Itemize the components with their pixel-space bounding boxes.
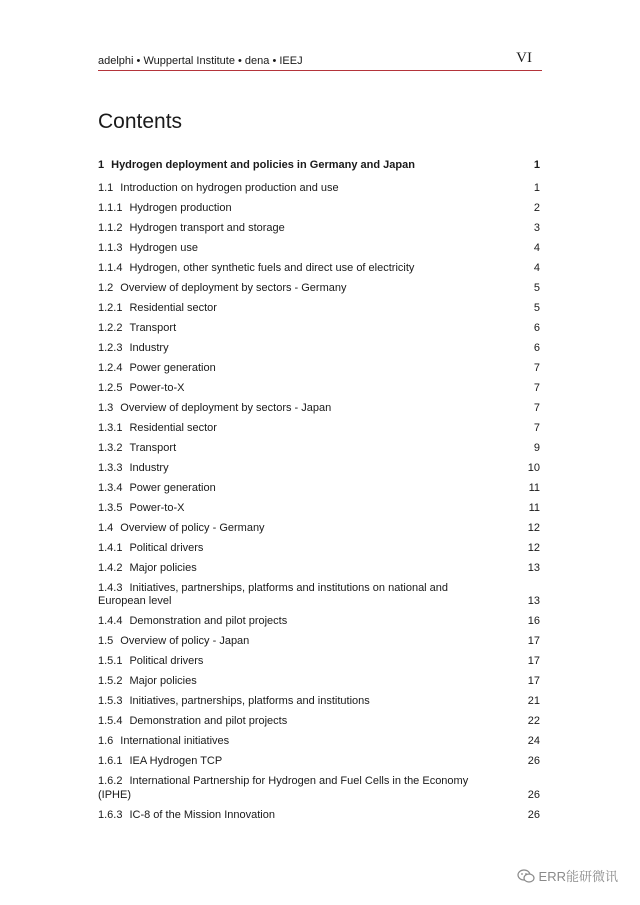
toc-entry-page: 3 <box>533 221 540 234</box>
toc-entry-number: 1.2.2 <box>98 321 123 334</box>
toc-entry-number: 1.2.4 <box>98 361 123 374</box>
toc-entry-text: Hydrogen production <box>129 201 232 214</box>
toc-entry-page: 6 <box>533 341 540 354</box>
toc-entry-number: 1.4.3 <box>98 581 123 594</box>
toc-entry-number: 1.3.3 <box>98 461 123 474</box>
toc-entry-label <box>98 242 542 256</box>
toc-entry-page: 7 <box>533 401 540 414</box>
toc-entry-label <box>98 755 542 769</box>
toc-entry-text: Initiatives, partnerships, platforms and institutions <box>129 695 370 707</box>
toc-entry-text: Political drivers <box>129 655 204 667</box>
toc-entry-label <box>98 542 542 556</box>
toc-entry-text: Political drivers <box>129 541 204 554</box>
toc-entry-text: Demonstration and pilot projects <box>129 715 288 727</box>
toc-entry-page: 5 <box>533 281 540 294</box>
toc-entry-page: 9 <box>533 441 540 454</box>
toc-entry[interactable] <box>98 502 542 516</box>
toc-entry[interactable] <box>98 282 542 296</box>
toc-entry-label <box>98 635 542 649</box>
toc-entry-page: 11 <box>528 481 540 494</box>
toc-entry[interactable] <box>98 482 542 496</box>
toc-entry-number: 1.2.3 <box>98 341 123 354</box>
toc-entry-text: Hydrogen use <box>129 241 198 254</box>
toc-entry[interactable] <box>98 182 542 196</box>
toc-entry-number: 1.1 <box>98 181 114 194</box>
toc-entry-label <box>98 302 542 316</box>
toc-entry-label <box>98 442 542 456</box>
toc-entry-label <box>98 675 542 689</box>
toc-entry-page: 17 <box>527 655 540 667</box>
toc-entry-label <box>98 735 542 749</box>
toc-entry-text: Overview of deployment by sectors - Germany <box>120 281 347 294</box>
toc-entry[interactable] <box>98 422 542 436</box>
toc-entry-label <box>98 222 542 236</box>
toc-entry[interactable] <box>98 442 542 456</box>
toc-entry-text: Power-to-X <box>129 501 185 514</box>
toc-entry-text: Residential sector <box>129 421 217 434</box>
toc-entry-label <box>98 362 542 376</box>
toc-entry-page: 21 <box>527 695 540 707</box>
toc-entry-page: 7 <box>533 421 540 434</box>
toc-entry[interactable] <box>98 462 542 476</box>
toc-entry[interactable] <box>98 322 542 336</box>
toc-entry-page: 5 <box>533 301 540 314</box>
toc-entry-page: 2 <box>533 201 540 214</box>
toc-entry[interactable] <box>98 562 542 576</box>
toc-entry[interactable] <box>98 542 542 556</box>
toc-entry-label <box>98 262 542 276</box>
toc-entry[interactable] <box>98 635 542 649</box>
toc-entry-page: 7 <box>533 361 540 374</box>
toc-entry[interactable] <box>98 202 542 216</box>
toc-entry-text: Industry <box>129 461 169 474</box>
toc-entry[interactable] <box>98 382 542 396</box>
toc-entry-label <box>98 182 542 196</box>
toc-entry-page: 4 <box>533 241 540 254</box>
toc-entry-text: International Partnership for Hydrogen and Fuel Cells in the Economy (IPHE) <box>98 775 469 801</box>
toc-entry-number: 1.6 <box>98 735 114 747</box>
toc-entry-page: 1 <box>533 159 540 171</box>
toc-entry-page: 24 <box>527 735 540 747</box>
toc-entry-number: 1.5.3 <box>98 695 123 707</box>
toc-entry-label <box>98 282 542 296</box>
toc-entry-page: 16 <box>527 615 540 627</box>
toc-entry-number: 1.6.1 <box>98 755 123 767</box>
toc-entry-text: Initiatives, partnerships, platforms and institutions on national and European level <box>98 581 449 607</box>
toc-entry-label <box>98 462 542 476</box>
toc-entry-page: 6 <box>533 321 540 334</box>
toc-entry-text: IC-8 of the Mission Innovation <box>129 808 275 821</box>
toc-entry-page: 12 <box>527 521 540 534</box>
toc-entry-label <box>98 809 542 823</box>
toc-entry-number: 1.1.1 <box>98 201 123 214</box>
table-of-contents <box>98 159 542 829</box>
toc-entry-label <box>98 382 542 396</box>
toc-entry[interactable] <box>98 755 542 769</box>
toc-entry[interactable] <box>98 342 542 356</box>
toc-entry-page: 13 <box>527 595 540 607</box>
toc-entry-text: Introduction on hydrogen production and use <box>120 181 339 194</box>
toc-entry-label <box>98 402 542 416</box>
toc-entry[interactable] <box>98 582 542 609</box>
toc-entry-label <box>98 775 542 802</box>
toc-entry-text: Major policies <box>129 675 197 687</box>
toc-entry-text: Overview of policy - Germany <box>120 521 265 534</box>
toc-entry-number: 1.5 <box>98 635 114 647</box>
toc-entry[interactable] <box>98 242 542 256</box>
toc-entry-text: Major policies <box>129 561 197 574</box>
toc-entry[interactable] <box>98 715 542 729</box>
toc-entry-text: International initiatives <box>120 735 230 747</box>
toc-entry-label <box>98 615 542 629</box>
watermark <box>517 866 618 885</box>
toc-entry-text: Overview of policy - Japan <box>120 635 250 647</box>
toc-entry-number: 1.2.5 <box>98 381 123 394</box>
page-number: VI <box>516 50 532 66</box>
toc-entry-number: 1.1.2 <box>98 221 123 234</box>
toc-entry-number: 1.2.1 <box>98 301 123 314</box>
toc-entry[interactable] <box>98 402 542 416</box>
toc-entry-number: 1 <box>98 159 105 171</box>
toc-entry-page: 12 <box>527 541 540 554</box>
toc-entry-text: IEA Hydrogen TCP <box>129 755 223 767</box>
toc-entry[interactable] <box>98 695 542 709</box>
toc-entry-number: 1.3.1 <box>98 421 123 434</box>
toc-entry-number: 1.3 <box>98 401 114 414</box>
toc-entry-page: 17 <box>527 635 540 647</box>
toc-entry-number: 1.5.2 <box>98 675 123 687</box>
toc-entry-number: 1.4 <box>98 521 114 534</box>
toc-entry-label <box>98 159 542 173</box>
toc-entry-number: 1.6.2 <box>98 775 123 787</box>
toc-entry-text: Hydrogen transport and storage <box>129 221 285 234</box>
toc-entry-label <box>98 422 542 436</box>
toc-entry-number: 1.3.4 <box>98 481 123 494</box>
toc-entry-page: 26 <box>527 755 540 767</box>
toc-entry[interactable] <box>98 262 542 276</box>
toc-entry-page: 4 <box>533 261 540 274</box>
page-title: Contents <box>98 110 183 133</box>
toc-entry-label <box>98 502 542 516</box>
toc-entry-number: 1.4.4 <box>98 615 123 627</box>
toc-entry-label <box>98 522 542 536</box>
toc-entry-number: 1.5.4 <box>98 715 123 727</box>
toc-entry-page: 10 <box>527 461 540 474</box>
toc-entry-number: 1.1.3 <box>98 241 123 254</box>
toc-entry-label <box>98 342 542 356</box>
toc-entry-page: 1 <box>533 181 540 194</box>
toc-entry[interactable] <box>98 735 542 749</box>
toc-entry[interactable] <box>98 615 542 629</box>
toc-entry-number: 1.6.3 <box>98 808 123 821</box>
toc-entry-page: 13 <box>527 561 540 574</box>
toc-entry[interactable] <box>98 675 542 689</box>
toc-entry-text: Hydrogen, other synthetic fuels and direct use of electricity <box>129 261 415 274</box>
toc-entry-number: 1.4.2 <box>98 561 123 574</box>
toc-entry[interactable] <box>98 809 542 823</box>
toc-entry-number: 1.5.1 <box>98 655 123 667</box>
toc-entry-text: Power generation <box>129 481 216 494</box>
header-text: adelphi • Wuppertal Institute • dena • IEEJ <box>98 55 303 67</box>
toc-entry-text: Industry <box>129 341 169 354</box>
watermark-text: ERR能研微讯 <box>538 869 618 884</box>
toc-entry-text: Residential sector <box>129 301 217 314</box>
toc-entry-label <box>98 695 542 709</box>
toc-entry-page: 22 <box>527 715 540 727</box>
toc-entry[interactable] <box>98 159 542 173</box>
toc-entry-number: 1.4.1 <box>98 541 123 554</box>
toc-entry-label <box>98 482 542 496</box>
toc-entry-label <box>98 202 542 216</box>
toc-entry[interactable] <box>98 775 542 802</box>
toc-entry-page: 26 <box>527 788 540 801</box>
toc-entry-page: 26 <box>527 808 540 821</box>
toc-entry[interactable] <box>98 522 542 536</box>
toc-entry[interactable] <box>98 362 542 376</box>
page-header <box>98 52 542 71</box>
wechat-icon <box>517 869 535 883</box>
toc-entry-text: Power generation <box>129 361 216 374</box>
toc-entry-number: 1.1.4 <box>98 261 123 274</box>
toc-entry-number: 1.2 <box>98 281 114 294</box>
toc-entry-page: 7 <box>533 381 540 394</box>
toc-entry-text: Overview of deployment by sectors - Japan <box>120 401 332 414</box>
toc-entry-text: Power-to-X <box>129 381 185 394</box>
toc-entry[interactable] <box>98 655 542 669</box>
toc-entry-page: 11 <box>528 501 540 514</box>
toc-entry-number: 1.3.2 <box>98 441 123 454</box>
toc-entry-label <box>98 715 542 729</box>
toc-entry-label <box>98 582 542 609</box>
toc-entry-text: Transport <box>129 441 177 454</box>
toc-entry-text: Hydrogen deployment and policies in Germany and Japan <box>111 159 415 171</box>
toc-entry-number: 1.3.5 <box>98 501 123 514</box>
toc-entry-label <box>98 322 542 336</box>
toc-entry[interactable] <box>98 302 542 316</box>
toc-entry[interactable] <box>98 222 542 236</box>
toc-entry-label <box>98 655 542 669</box>
toc-entry-page: 17 <box>527 675 540 687</box>
toc-entry-text: Transport <box>129 321 177 334</box>
toc-entry-text: Demonstration and pilot projects <box>129 615 288 627</box>
toc-entry-label <box>98 562 542 576</box>
